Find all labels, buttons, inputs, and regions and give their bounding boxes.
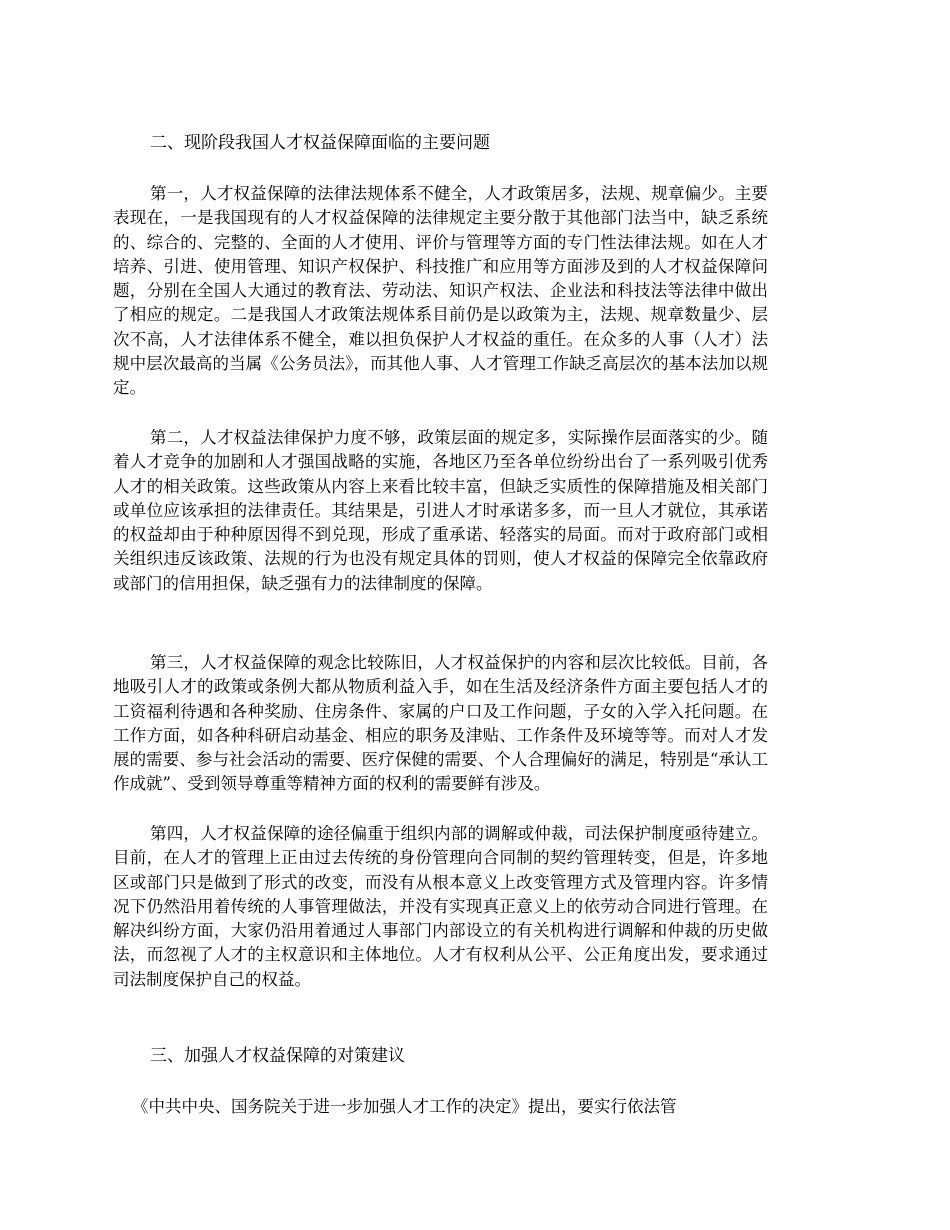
paragraph-second-problem: 第二，人才权益法律保护力度不够，政策层面的规定多，实际操作层面落实的少。随着人才竞争的加剧和人才强国战略的实施，各地区乃至各单位纷纷出台了一系列吸引优秀人才的相关政策。这些政策从内容上来看比较丰富，但缺乏实质性的保障措施及相关部门或单位应该承担的法律责任。其结果是，引进人才时承诺多多，而一旦人才就位，其承诺的权益却由于种种原因得不到兑现，形成了重承诺、轻落实的局面。而对于政府部门或相关组织违反该政策、法规的行为也没有规定具体的罚则，使人才权益的保障完全依靠政府或部门的信用担保，缺乏强有力的法律制度的保障。 [113, 428, 768, 593]
paragraph-third-problem: 第三，人才权益保障的观念比较陈旧，人才权益保护的内容和层次比较低。目前，各地吸引人才的政策或条例大都从物质利益入手，如在生活及经济条件方面主要包括人才的工资福利待遇和各种奖励、住房条件、家属的户口及工作问题，子女的入学入托问题。在工作方面，如各种科研启动基金、相应的职务及津贴、工作条件及环境等等。而对人才发展的需要、参与社会活动的需要、医疗保健的需要、个人合理偏好的满足，特别是“承认工作成就”、受到领导尊重等精神方面的权利的需要鲜有涉及。 [113, 653, 768, 794]
paragraph-first-problem: 第一，人才权益保障的法律法规体系不健全，人才政策居多，法规、规章偏少。主要表现在，一是我国现有的人才权益保障的法律规定主要分散于其他部门法当中，缺乏系统的、综合的、完整的、全面的人才使用、评价与管理等方面的专门性法律法规。如在人才培养、引进、使用管理、知识产权保护、科技推广和应用等方面涉及到的人才权益保障问题，分别在全国人大通过的教育法、劳动法、知识产权法、企业法和科技法等法律中做出了相应的规定。二是我国人才政策法规体系目前仍是以政策为主，法规、规章数量少、层次不高，人才法律体系不健全，难以担负保护人才权益的重任。在众多的人事（人才）法规中层次最高的当属《公务员法》，而其他人事、人才管理工作缺乏高层次的基本法加以规定。 [113, 184, 768, 398]
section-heading-current-problems: 二、现阶段我国人才权益保障面临的主要问题 [150, 133, 490, 153]
section-heading-countermeasures: 三、加强人才权益保障的对策建议 [150, 1046, 405, 1066]
paragraph-countermeasures-intro: 《中共中央、国务院关于进一步加强人才工作的决定》提出，要实行依法管 [132, 1097, 677, 1116]
paragraph-fourth-problem: 第四，人才权益保障的途径偏重于组织内部的调解或仲裁，司法保护制度亟待建立。目前，在人才的管理上正由过去传统的身份管理向合同制的契约管理转变，但是，许多地区或部门只是做到了形式的改变，而没有从根本意义上改变管理方式及管理内容。许多情况下仍然沿用着传统的人事管理做法，并没有实现真正意义上的依劳动合同进行管理。在解决纠纷方面，大家仍沿用着通过人事部门内部设立的有关机构进行调解和仲裁的历史做法，而忽视了人才的主权意识和主体地位。人才有权利从公平、公正角度出发，要求通过司法制度保护自己的权益。 [113, 824, 768, 989]
